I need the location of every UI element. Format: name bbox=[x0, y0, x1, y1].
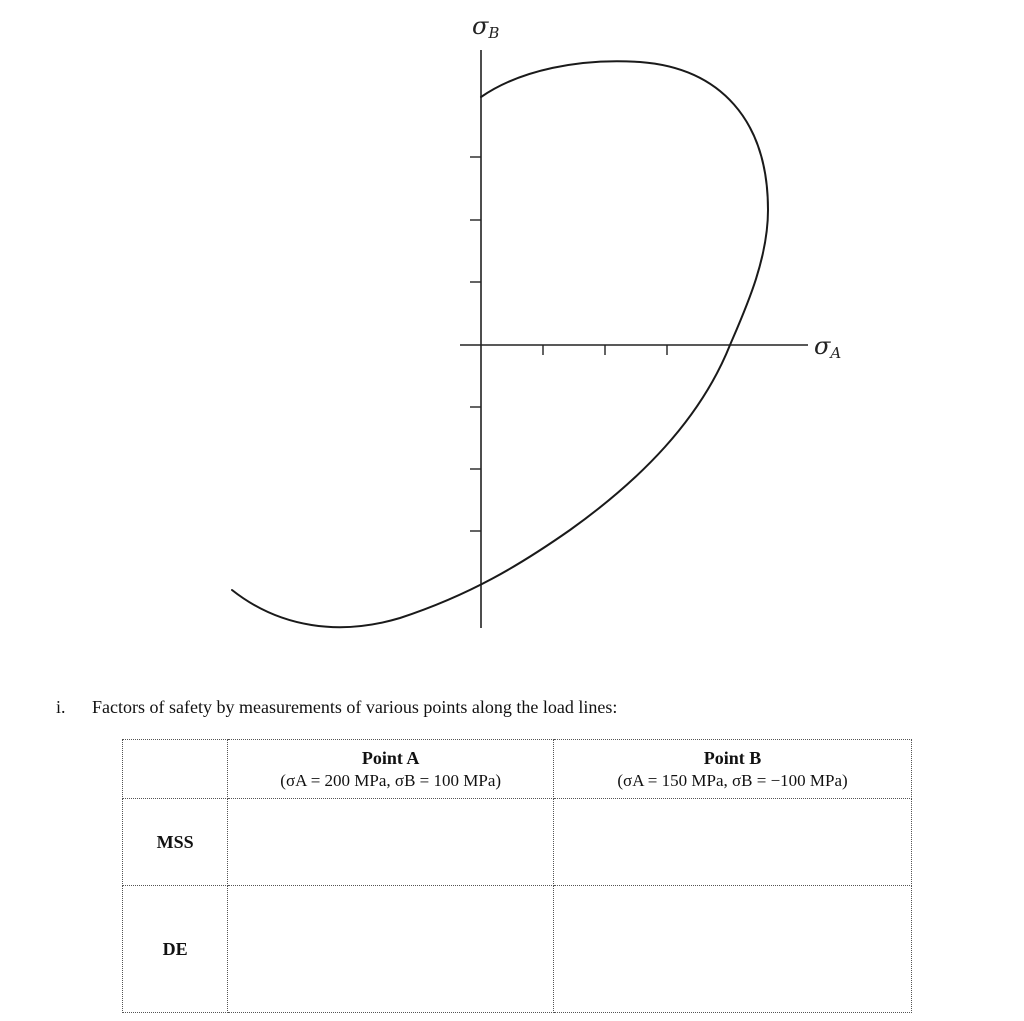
row-label-cell bbox=[123, 799, 228, 886]
header-point-a bbox=[228, 740, 554, 799]
x-axis-label: $\sigma_A$ bbox=[814, 332, 842, 362]
mss-point-a-cell[interactable] bbox=[228, 799, 554, 886]
question-line bbox=[56, 697, 617, 718]
y-axis-label: $\sigma_B$ bbox=[472, 12, 500, 42]
de-point-a-cell[interactable] bbox=[228, 886, 554, 1013]
table-row-mss bbox=[123, 799, 912, 886]
table-row-de bbox=[123, 886, 912, 1013]
safety-factor-table bbox=[122, 739, 912, 1013]
row-label-mss: MSS bbox=[156, 831, 194, 852]
point-b-title: Point B bbox=[703, 747, 762, 768]
header-point-b bbox=[554, 740, 912, 799]
de-point-b-cell[interactable] bbox=[554, 886, 912, 1013]
question-text: Factors of safety by measurements of various points along the load lines: bbox=[92, 697, 618, 717]
point-a-values: (σA = 200 MPa, σB = 100 MPa) bbox=[280, 770, 502, 790]
table-header-row bbox=[123, 740, 912, 799]
point-b-values: (σA = 150 MPa, σB = −100 MPa) bbox=[617, 770, 848, 790]
point-a-title: Point A bbox=[361, 747, 420, 768]
row-label-cell bbox=[123, 886, 228, 1013]
header-empty-cell bbox=[123, 740, 228, 799]
row-label-de: DE bbox=[162, 938, 188, 959]
question-number: i. bbox=[56, 697, 66, 717]
mss-point-b-cell[interactable] bbox=[554, 799, 912, 886]
